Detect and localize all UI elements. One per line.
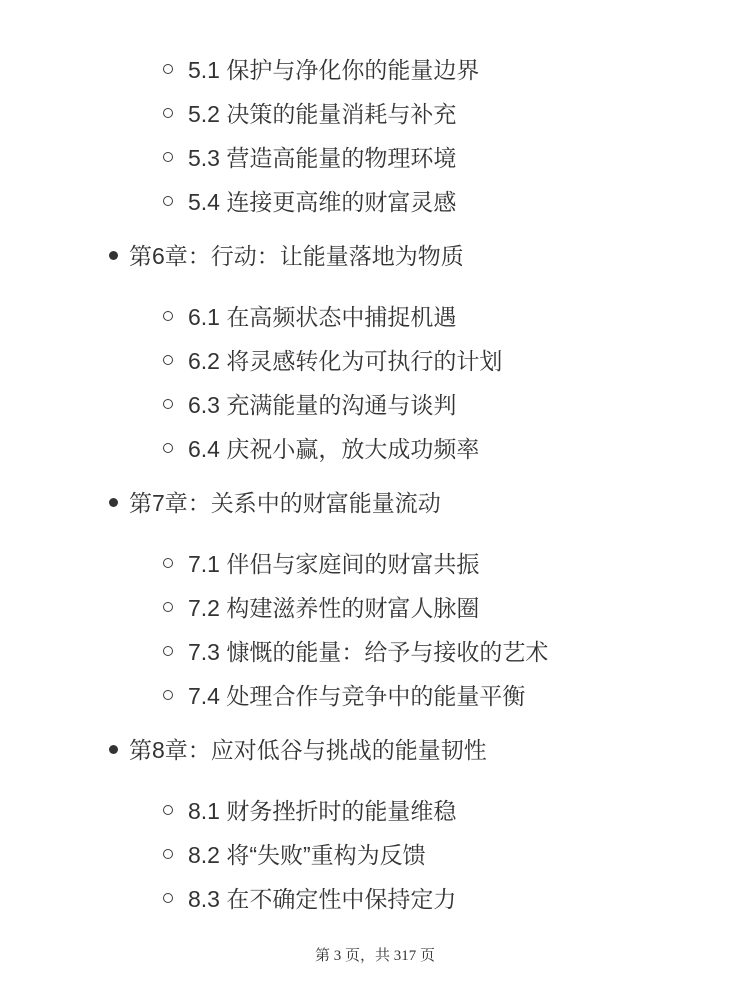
chapter-list (0, 48, 750, 921)
toc-section-6-1: 6.1 在高频状态中捕捉机遇 (188, 295, 750, 339)
section-list-chapter-5 (129, 48, 750, 224)
section-list-chapter-7 (129, 542, 750, 718)
chapter-6-title: 第6章：行动：让能量落地为物质 (129, 243, 464, 269)
chapter-5-continuation (129, 48, 750, 224)
toc-section-8-2: 8.2 将“失败”重构为反馈 (188, 833, 750, 877)
toc-section-7-4: 7.4 处理合作与竞争中的能量平衡 (188, 674, 750, 718)
toc-chapter-6 (129, 234, 750, 471)
toc-section-8-3: 8.3 在不确定性中保持定力 (188, 877, 750, 921)
toc-section-6-4: 6.4 庆祝小赢，放大成功频率 (188, 427, 750, 471)
toc-section-6-2: 6.2 将灵感转化为可执行的计划 (188, 339, 750, 383)
toc-chapter-8 (129, 728, 750, 921)
toc-section-7-1: 7.1 伴侣与家庭间的财富共振 (188, 542, 750, 586)
toc-section-5-2: 5.2 决策的能量消耗与补充 (188, 92, 750, 136)
page-footer: 第 3 页，共 317 页 (314, 948, 435, 964)
section-list-chapter-8 (129, 789, 750, 921)
toc-section-7-3: 7.3 慷慨的能量：给予与接收的艺术 (188, 630, 750, 674)
chapter-8-title: 第8章：应对低谷与挑战的能量韧性 (129, 737, 487, 763)
toc-section-5-1: 5.1 保护与净化你的能量边界 (188, 48, 750, 92)
toc-section-8-1: 8.1 财务挫折时的能量维稳 (188, 789, 750, 833)
toc-section-5-4: 5.4 连接更高维的财富灵感 (188, 180, 750, 224)
toc-section-7-2: 7.2 构建滋养性的财富人脉圈 (188, 586, 750, 630)
toc-section-5-3: 5.3 营造高能量的物理环境 (188, 136, 750, 180)
section-list-chapter-6 (129, 295, 750, 471)
chapter-7-title: 第7章：关系中的财富能量流动 (129, 490, 441, 516)
toc-chapter-7 (129, 481, 750, 718)
toc-section-6-3: 6.3 充满能量的沟通与谈判 (188, 383, 750, 427)
